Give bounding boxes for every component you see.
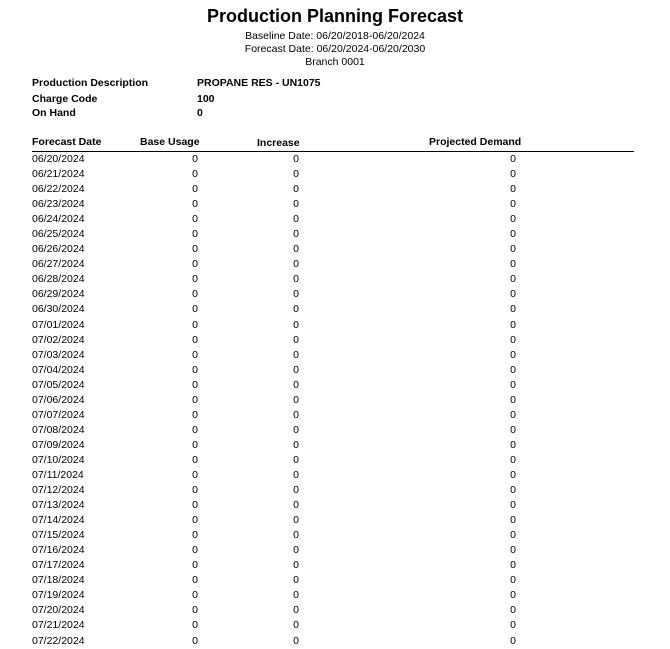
projected-demand-cell: 0 <box>510 168 516 181</box>
table-row <box>0 333 670 348</box>
forecast-date-cell: 07/19/2024 <box>32 589 85 602</box>
base-usage-cell: 0 <box>192 288 198 301</box>
projected-demand-cell: 0 <box>510 619 516 632</box>
base-usage-cell: 0 <box>192 183 198 196</box>
forecast-date-cell: 07/08/2024 <box>32 423 85 436</box>
base-usage-cell: 0 <box>192 318 198 331</box>
projected-demand-cell: 0 <box>510 544 516 557</box>
table-row <box>0 603 670 618</box>
base-usage-cell: 0 <box>192 303 198 316</box>
increase-cell: 0 <box>293 604 299 617</box>
projected-demand-cell: 0 <box>510 468 516 481</box>
increase-cell: 0 <box>293 363 299 376</box>
projected-demand-cell: 0 <box>510 484 516 497</box>
base-usage-cell: 0 <box>192 228 198 241</box>
base-usage-cell: 0 <box>192 243 198 256</box>
report-title: Production Planning Forecast <box>206 6 464 26</box>
on-hand-label: On Hand <box>32 107 76 119</box>
table-row <box>0 468 670 483</box>
increase-cell: 0 <box>293 484 299 497</box>
projected-demand-cell: 0 <box>510 153 516 165</box>
base-usage-cell: 0 <box>192 423 198 436</box>
base-usage-cell: 0 <box>192 348 198 361</box>
increase-cell: 0 <box>293 634 299 647</box>
branch: Branch 0001 <box>305 56 365 68</box>
forecast-date-cell: 07/20/2024 <box>32 604 85 617</box>
increase-cell: 0 <box>293 198 299 211</box>
increase-cell: 0 <box>293 378 299 391</box>
base-usage-cell: 0 <box>192 589 198 602</box>
projected-demand-cell: 0 <box>510 288 516 301</box>
base-usage-cell: 0 <box>192 529 198 542</box>
forecast-date-cell: 07/05/2024 <box>32 378 85 391</box>
increase-cell: 0 <box>293 288 299 301</box>
table-row <box>0 558 670 573</box>
charge-code-value: 100 <box>197 93 215 105</box>
base-usage-cell: 0 <box>192 438 198 451</box>
forecast-date-cell: 07/22/2024 <box>32 634 85 647</box>
forecast-date-cell: 07/03/2024 <box>32 348 85 361</box>
header-base-usage: Base Usage <box>140 136 200 148</box>
base-usage-cell: 0 <box>192 363 198 376</box>
forecast-date-cell: 07/12/2024 <box>32 484 85 497</box>
forecast-date: Forecast Date: 06/20/2024-06/20/2030 <box>244 43 426 55</box>
increase-cell: 0 <box>293 408 299 421</box>
table-row <box>0 393 670 408</box>
base-usage-cell: 0 <box>192 514 198 527</box>
projected-demand-cell: 0 <box>510 438 516 451</box>
table-row <box>0 513 670 528</box>
base-usage-cell: 0 <box>192 453 198 466</box>
table-row <box>0 423 670 438</box>
projected-demand-cell: 0 <box>510 318 516 331</box>
table-row <box>0 634 670 649</box>
increase-cell: 0 <box>293 574 299 587</box>
base-usage-cell: 0 <box>192 468 198 481</box>
forecast-date-cell: 07/02/2024 <box>32 333 85 346</box>
base-usage-cell: 0 <box>192 273 198 286</box>
increase-cell: 0 <box>293 559 299 572</box>
forecast-date-cell: 06/20/2024 <box>32 153 85 165</box>
forecast-date-cell: 06/30/2024 <box>32 303 85 316</box>
forecast-date-cell: 06/22/2024 <box>32 183 85 196</box>
forecast-date-cell: 07/16/2024 <box>32 544 85 557</box>
increase-cell: 0 <box>293 393 299 406</box>
base-usage-cell: 0 <box>192 213 198 226</box>
base-usage-cell: 0 <box>192 559 198 572</box>
base-usage-cell: 0 <box>192 544 198 557</box>
base-usage-cell: 0 <box>192 168 198 181</box>
base-usage-cell: 0 <box>192 619 198 632</box>
table-row <box>0 272 670 287</box>
forecast-date-cell: 07/07/2024 <box>32 408 85 421</box>
projected-demand-cell: 0 <box>510 393 516 406</box>
header-forecast-date: Forecast Date <box>32 136 102 148</box>
table-row <box>0 152 670 167</box>
table-row <box>0 378 670 393</box>
forecast-date-cell: 07/14/2024 <box>32 514 85 527</box>
increase-cell: 0 <box>293 348 299 361</box>
increase-cell: 0 <box>293 529 299 542</box>
projected-demand-cell: 0 <box>510 589 516 602</box>
base-usage-cell: 0 <box>192 634 198 647</box>
forecast-date-cell: 06/29/2024 <box>32 288 85 301</box>
projected-demand-cell: 0 <box>510 348 516 361</box>
base-usage-cell: 0 <box>192 604 198 617</box>
increase-cell: 0 <box>293 243 299 256</box>
base-usage-cell: 0 <box>192 333 198 346</box>
forecast-date-cell: 06/26/2024 <box>32 243 85 256</box>
increase-cell: 0 <box>293 303 299 316</box>
projected-demand-cell: 0 <box>510 529 516 542</box>
projected-demand-cell: 0 <box>510 273 516 286</box>
increase-cell: 0 <box>293 318 299 331</box>
projected-demand-cell: 0 <box>510 559 516 572</box>
projected-demand-cell: 0 <box>510 453 516 466</box>
base-usage-cell: 0 <box>192 499 198 512</box>
table-row <box>0 453 670 468</box>
projected-demand-cell: 0 <box>510 258 516 271</box>
increase-cell: 0 <box>293 619 299 632</box>
table-row <box>0 438 670 453</box>
table-row <box>0 573 670 588</box>
table-row <box>0 287 670 302</box>
projected-demand-cell: 0 <box>510 423 516 436</box>
projected-demand-cell: 0 <box>510 378 516 391</box>
forecast-date-cell: 07/11/2024 <box>32 468 84 481</box>
forecast-date-cell: 06/27/2024 <box>32 258 85 271</box>
base-usage-cell: 0 <box>192 484 198 497</box>
base-usage-cell: 0 <box>192 408 198 421</box>
table-row <box>0 257 670 272</box>
projected-demand-cell: 0 <box>510 514 516 527</box>
table-row <box>0 302 670 317</box>
forecast-date-cell: 06/21/2024 <box>32 168 85 181</box>
table-row <box>0 498 670 513</box>
forecast-date-cell: 06/28/2024 <box>32 273 85 286</box>
table-row <box>0 212 670 227</box>
projected-demand-cell: 0 <box>510 183 516 196</box>
increase-cell: 0 <box>293 228 299 241</box>
increase-cell: 0 <box>293 258 299 271</box>
base-usage-cell: 0 <box>192 198 198 211</box>
increase-cell: 0 <box>293 183 299 196</box>
projected-demand-cell: 0 <box>510 499 516 512</box>
table-row <box>0 348 670 363</box>
forecast-date-cell: 07/10/2024 <box>32 453 85 466</box>
forecast-date-cell: 07/06/2024 <box>32 393 85 406</box>
increase-cell: 0 <box>293 273 299 286</box>
forecast-date-cell: 07/17/2024 <box>32 559 85 572</box>
forecast-table-body <box>0 152 670 649</box>
table-row <box>0 528 670 543</box>
increase-cell: 0 <box>293 468 299 481</box>
base-usage-cell: 0 <box>192 574 198 587</box>
header-increase: Increase <box>257 137 300 149</box>
table-row <box>0 167 670 182</box>
production-description-value: PROPANE RES - UN1075 <box>197 77 321 89</box>
forecast-date-cell: 07/18/2024 <box>32 574 85 587</box>
table-row <box>0 242 670 257</box>
increase-cell: 0 <box>293 168 299 181</box>
base-usage-cell: 0 <box>192 378 198 391</box>
projected-demand-cell: 0 <box>510 198 516 211</box>
forecast-date-cell: 07/13/2024 <box>32 499 85 512</box>
production-description-label: Production Description <box>32 77 149 89</box>
projected-demand-cell: 0 <box>510 408 516 421</box>
projected-demand-cell: 0 <box>510 333 516 346</box>
forecast-date-cell: 07/15/2024 <box>32 529 85 542</box>
base-usage-cell: 0 <box>192 153 198 165</box>
table-row <box>0 543 670 558</box>
projected-demand-cell: 0 <box>510 228 516 241</box>
base-usage-cell: 0 <box>192 393 198 406</box>
table-row <box>0 318 670 333</box>
projected-demand-cell: 0 <box>510 213 516 226</box>
increase-cell: 0 <box>293 438 299 451</box>
table-row <box>0 363 670 378</box>
projected-demand-cell: 0 <box>510 634 516 647</box>
projected-demand-cell: 0 <box>510 604 516 617</box>
header-projected-demand: Projected Demand <box>429 136 522 148</box>
table-row <box>0 197 670 212</box>
on-hand-value: 0 <box>197 107 203 119</box>
table-row <box>0 227 670 242</box>
charge-code-label: Charge Code <box>32 93 98 105</box>
base-usage-cell: 0 <box>192 258 198 271</box>
forecast-date-cell: 07/04/2024 <box>32 363 85 376</box>
increase-cell: 0 <box>293 153 299 165</box>
forecast-date-cell: 07/01/2024 <box>32 318 85 331</box>
increase-cell: 0 <box>293 514 299 527</box>
forecast-date-cell: 06/23/2024 <box>32 198 85 211</box>
increase-cell: 0 <box>293 544 299 557</box>
baseline-date: Baseline Date: 06/20/2018-06/20/2024 <box>245 30 425 42</box>
table-row <box>0 408 670 423</box>
forecast-date-cell: 07/09/2024 <box>32 438 85 451</box>
increase-cell: 0 <box>293 499 299 512</box>
projected-demand-cell: 0 <box>510 303 516 316</box>
table-row <box>0 182 670 197</box>
table-row <box>0 618 670 633</box>
projected-demand-cell: 0 <box>510 243 516 256</box>
forecast-date-cell: 07/21/2024 <box>32 619 85 632</box>
table-row <box>0 483 670 498</box>
forecast-date-cell: 06/25/2024 <box>32 228 85 241</box>
increase-cell: 0 <box>293 453 299 466</box>
projected-demand-cell: 0 <box>510 574 516 587</box>
increase-cell: 0 <box>293 213 299 226</box>
projected-demand-cell: 0 <box>510 363 516 376</box>
forecast-date-cell: 06/24/2024 <box>32 213 85 226</box>
increase-cell: 0 <box>293 423 299 436</box>
increase-cell: 0 <box>293 589 299 602</box>
table-row <box>0 588 670 603</box>
increase-cell: 0 <box>293 333 299 346</box>
